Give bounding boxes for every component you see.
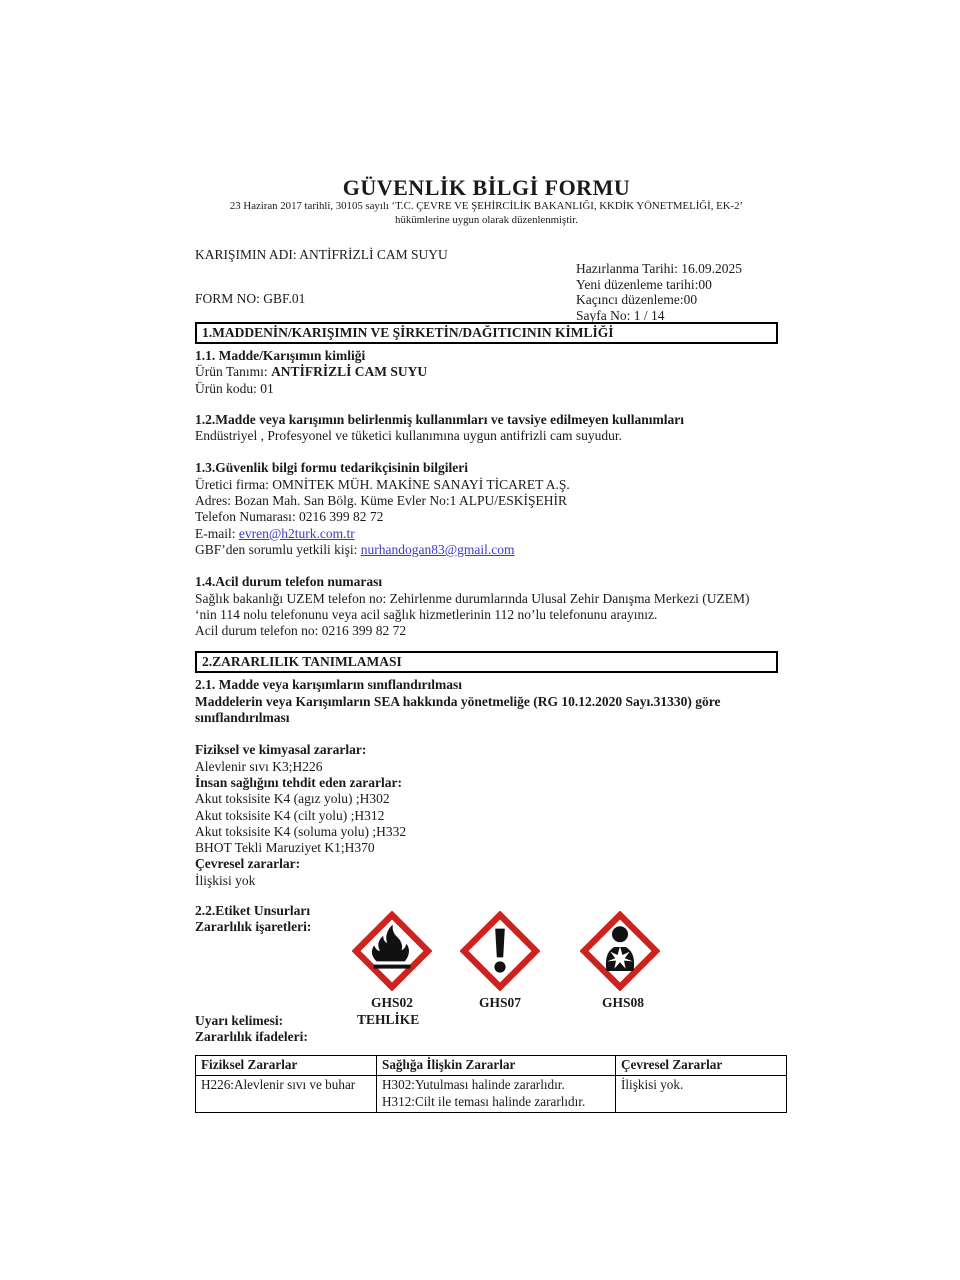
cell-health (377, 1076, 616, 1113)
emergency-line1: Sağlık bakanlığı UZEM telefon no: Zehirlenme durumlarında Ulusal Zehir Danışma Merkezi (UZEM) (195, 590, 750, 606)
section2-header: 2.ZARARLILIK TANIMLAMASI (195, 651, 778, 673)
phone-number: Telefon Numarası: 0216 399 82 72 (195, 509, 384, 525)
manufacturer: Üretici firma: OMNİTEK MÜH. MAKİNE SANAYİ TİCARET A.Ş. (195, 476, 570, 492)
pictogram-code-label: GHS02 (370, 995, 414, 1011)
email-row (195, 526, 778, 542)
table-header-health: Sağlığa İlişkin Zararlar (377, 1055, 616, 1076)
email-link[interactable]: evren@h2turk.com.tr (238, 525, 355, 541)
document-title: GÜVENLİK BİLGİ FORMU (342, 175, 631, 200)
cell-environmental: İlişkisi yok. (616, 1076, 787, 1113)
product-code: Ürün kodu: 01 (195, 380, 274, 396)
hazard-signs-label: Zararlılık işaretleri: (195, 919, 312, 935)
section1-header: 1.MADDENİN/KARIŞIMIN VE ŞİRKETİN/DAĞITICININ KİMLİĞİ (195, 322, 778, 344)
section2-1-sub-line1: Maddelerin veya Karışımların SEA hakkında yönetmeliğe (RG 10.12.2020 Sayı.31330) göre (195, 693, 721, 709)
new-revision-date: Yeni düzenleme tarihi:00 (576, 276, 712, 292)
health-hazard-item: Akut toksisite K4 (agız yolu) ;H302 (195, 791, 390, 807)
revision-count: Kaçıncı düzenleme:00 (576, 292, 698, 308)
product-definition-label: Ürün Tanımı: (195, 364, 272, 380)
environmental-hazard-item: İlişkisi yok (195, 872, 256, 888)
responsible-row (195, 542, 778, 558)
signal-word-row (195, 1012, 778, 1028)
page-number: Sayfa No: 1 / 14 (576, 307, 665, 323)
address: Adres: Bozan Mah. San Bölg. Küme Evler No:1 ALPU/ESKİŞEHİR (195, 493, 567, 509)
table-row (196, 1076, 787, 1113)
section1-4-title: 1.4.Acil durum telefon numarası (195, 574, 383, 590)
pictogram-block (195, 919, 778, 1012)
section1-2-text: Endüstriyel , Profesyonel ve tüketici kullanımına uygun antifrizli cam suyudur. (195, 428, 623, 444)
hazard-statements-label: Zararlılık ifadeleri: (195, 1028, 308, 1044)
cell-health-line1: H302:Yutulması halinde zararlıdır. (382, 1077, 565, 1093)
responsible-email-link[interactable]: nurhandogan83@gmail.com (360, 541, 515, 557)
table-header-environmental: Çevresel Zararlar (616, 1055, 787, 1076)
email-label: E-mail: (195, 525, 239, 541)
header-info-block (195, 247, 778, 322)
document-subtitle-line2: hükümlerine uygun olarak düzenlenmiştir. (395, 213, 578, 226)
pictogram-code-label: GHS07 (478, 995, 522, 1011)
emergency-line3: Acil durum telefon no: 0216 399 82 72 (195, 623, 407, 639)
document-subtitle-line1: 23 Haziran 2017 tarihli, 30105 sayılı ‘T.C. ÇEVRE VE ŞEHİRCİLİK BAKANLIĞI, KKDİK YÖNETMELİĞİ, EK-2’ (229, 200, 744, 212)
section1-3-title: 1.3.Güvenlik bilgi formu tedarikçisinin bilgileri (195, 460, 469, 476)
physical-hazard-item: Alevlenir sıvı K3;H226 (195, 758, 323, 774)
pictogram-code-label: GHS08 (601, 995, 645, 1011)
physical-hazards-title: Fiziksel ve kimyasal zararlar: (195, 742, 367, 758)
signal-word-label: Uyarı kelimesi: (195, 1013, 284, 1029)
table-header-row (196, 1055, 787, 1076)
cell-health-line2: H312:Cilt ile teması halinde zararlıdır. (382, 1093, 586, 1109)
emergency-line2: ‘nin 114 nolu telefonunu veya acil sağlık hizmetlerinin 112 no’lu telefonunu arayınız. (195, 606, 658, 622)
product-definition (195, 364, 778, 380)
health-hazard-item: Akut toksisite K4 (cilt yolu) ;H312 (195, 807, 385, 823)
health-hazard-item: Akut toksisite K4 (soluma yolu) ;H332 (195, 823, 407, 839)
document-content (195, 0, 778, 1113)
ghs02-flame-icon (352, 911, 432, 991)
ghs07-exclamation-icon (460, 911, 540, 991)
signal-word-value: TEHLİKE (357, 1012, 420, 1028)
mixture-name: KARIŞIMIN ADI: ANTİFRİZLİ CAM SUYU (195, 247, 448, 262)
form-no: FORM NO: GBF.01 (195, 291, 306, 306)
section2-2-title: 2.2.Etiket Unsurları (195, 903, 311, 919)
responsible-label: GBF’den sorumlu yetkili kişi: (195, 541, 361, 557)
environmental-hazards-title: Çevresel zararlar: (195, 856, 301, 872)
section1-1-title: 1.1. Madde/Karışımın kimliği (195, 348, 366, 363)
section2-1-sub-line2: sınıflandırılması (195, 710, 290, 726)
section2-1-title: 2.1. Madde veya karışımların sınıflandırılması (195, 677, 463, 693)
prepared-date: Hazırlanma Tarihi: 16.09.2025 (576, 261, 743, 276)
product-definition-value: ANTİFRİZLİ CAM SUYU (271, 364, 428, 380)
health-hazards-title: İnsan sağlığını tehdit eden zararlar: (195, 774, 403, 790)
cell-physical: H226:Alevlenir sıvı ve buhar (196, 1076, 377, 1113)
ghs08-health-hazard-icon (580, 911, 660, 991)
health-hazard-item: BHOT Tekli Maruziyet K1;H370 (195, 840, 375, 856)
table-header-physical: Fiziksel Zararlar (196, 1055, 377, 1076)
section1-2-title: 1.2.Madde veya karışımın belirlenmiş kullanımları ve tavsiye edilmeyen kullanımları (195, 411, 684, 427)
hazard-classification-table (195, 1055, 787, 1114)
revision-meta-block (576, 261, 742, 323)
